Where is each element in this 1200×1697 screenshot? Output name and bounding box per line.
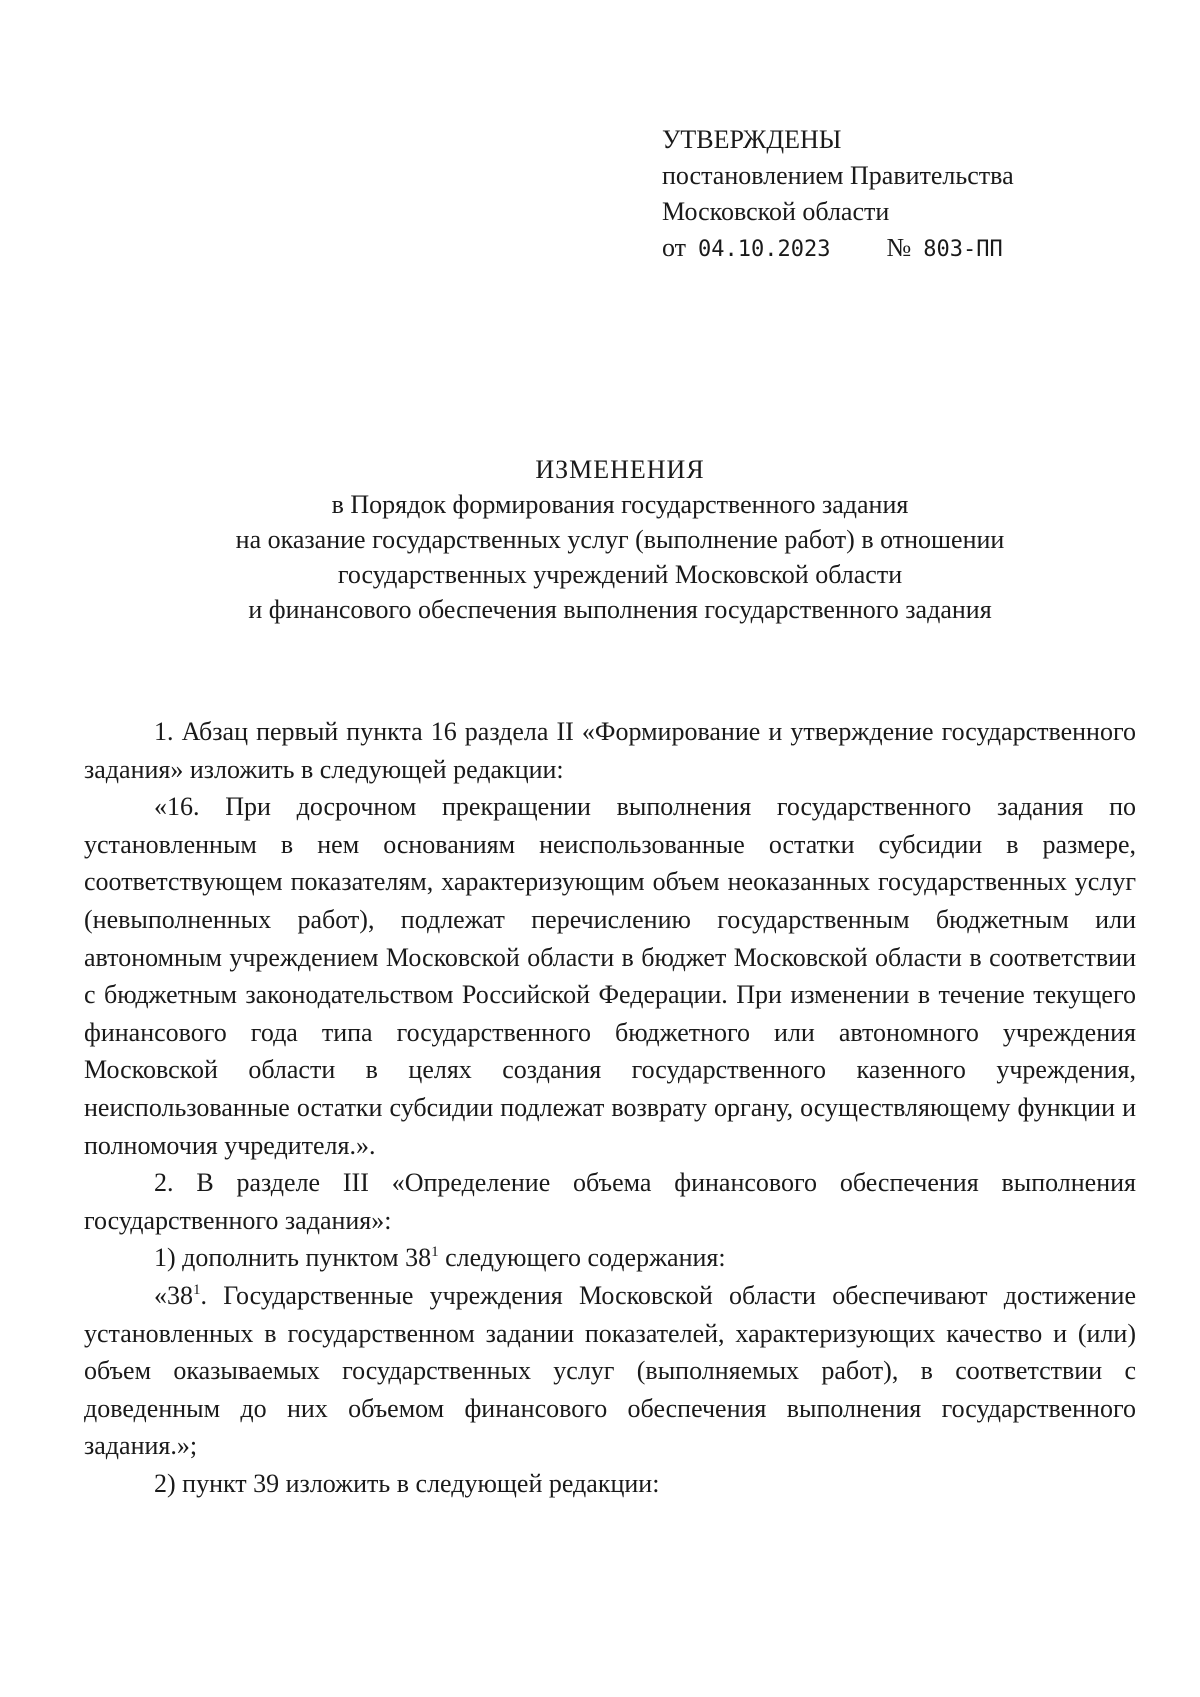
paragraph-5-text-a: «38 bbox=[154, 1280, 193, 1310]
document-title-block bbox=[90, 452, 1150, 627]
document-body bbox=[84, 713, 1136, 1502]
date-label: от bbox=[662, 233, 687, 262]
title-line-3: государственных учреждений Московской области bbox=[337, 560, 903, 589]
paragraph-4-text-a: 1) дополнить пунктом 38 bbox=[154, 1243, 432, 1273]
paragraph-5 bbox=[84, 1277, 1136, 1465]
paragraph-4 bbox=[84, 1239, 1136, 1277]
title-line-1: в Порядок формирования государственного задания bbox=[331, 490, 909, 519]
paragraph-4-superscript: 1 bbox=[431, 1244, 439, 1261]
title-line-4: и финансового обеспечения выполнения государственного задания bbox=[248, 595, 992, 624]
title-line-2: на оказание государственных услуг (выполнение работ) в отношении bbox=[235, 525, 1005, 554]
paragraph-3: 2. В разделе III «Определение объема финансового обеспечения выполнения государственного задания»: bbox=[84, 1168, 1136, 1235]
paragraph-4-text-b: следующего содержания: bbox=[438, 1243, 726, 1273]
approval-region-line: Московской области bbox=[662, 197, 890, 226]
approval-date: 04.10.2023 bbox=[698, 237, 831, 262]
number-label: № bbox=[886, 233, 912, 262]
paragraph-2: «16. При досрочном прекращении выполнения государственного задания по установленным в нем основаниям неиспользованные остатки субсидии в размере, соответствующем показателям, характеризующим объем неоказанных государственных услуг (невыполненных работ), подлежат перечислению государственным бюджетным или автономным учреждением Московской области в бюджет Московской области в соответствии с бюджетным законодательством Российской Федерации. При изменении в течение текущего финансового года типа государственного бюджетного или автономного учреждения Московской области в целях создания государственного казенного учреждения, неиспользованные остатки субсидии подлежат возврату органу, осуществляющему функции и полномочия учредителя.». bbox=[84, 792, 1136, 1160]
paragraph-5-text-b: . Государственные учреждения Московской области обеспечивают достижение установленных в государственном задании показателей, характеризующих качество и (или) объем оказываемых государственных услуг (выполняемых работ), в соответствии с доведенным до них объемом финансового обеспечения выполнения государственного задания.»; bbox=[84, 1280, 1136, 1461]
paragraph-6: 2) пункт 39 изложить в следующей редакции: bbox=[154, 1468, 660, 1498]
approval-title: УТВЕРЖДЕНЫ bbox=[662, 125, 842, 154]
approval-authority-line: постановлением Правительства bbox=[662, 161, 1014, 190]
approval-stamp bbox=[662, 122, 1142, 268]
document-heading: ИЗМЕНЕНИЯ bbox=[535, 455, 705, 484]
approval-number: 803-ПП bbox=[923, 237, 1003, 262]
paragraph-5-superscript: 1 bbox=[193, 1281, 201, 1298]
approval-date-number-line bbox=[662, 230, 1142, 268]
paragraph-1: 1. Абзац первый пункта 16 раздела II «Формирование и утверждение государственного задания» изложить в следующей редакции: bbox=[84, 717, 1136, 784]
